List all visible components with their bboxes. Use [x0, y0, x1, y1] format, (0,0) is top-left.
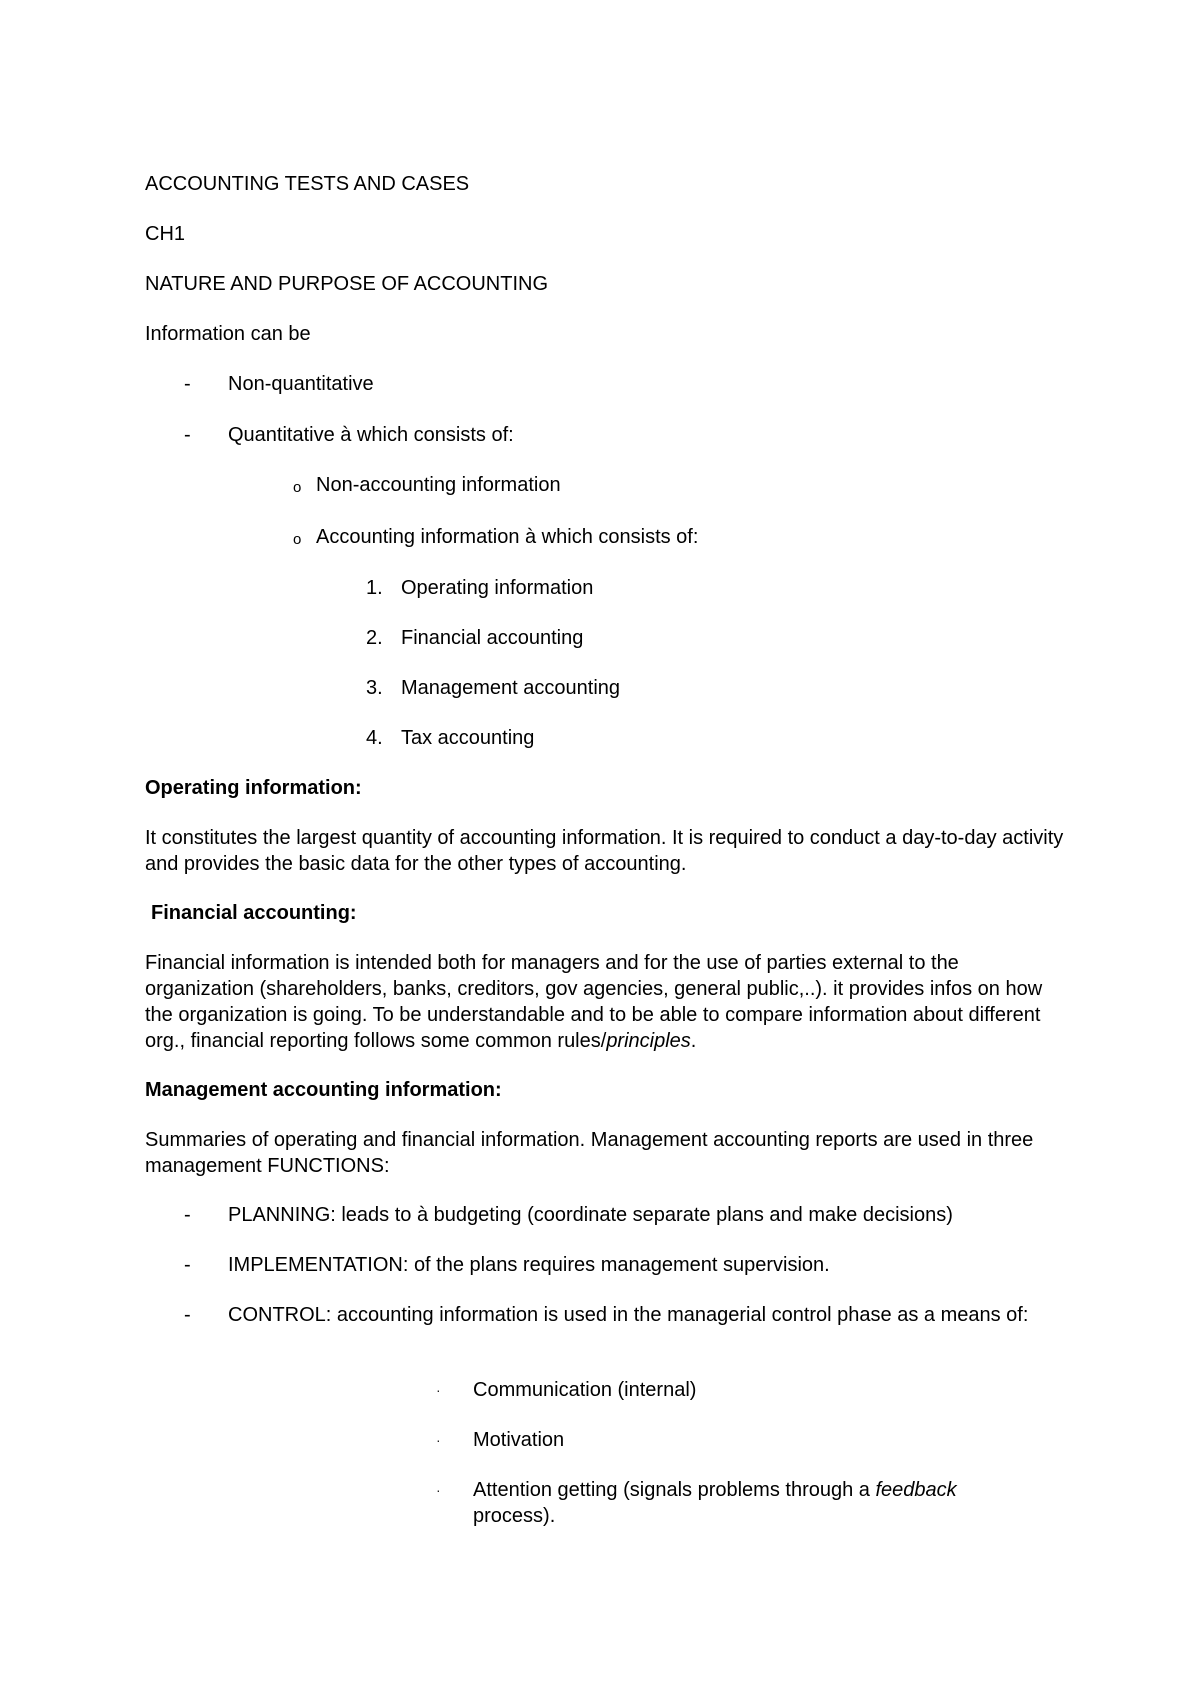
list-item: Non-quantitative	[228, 373, 374, 395]
dash-marker: -	[184, 424, 191, 446]
section-heading: NATURE AND PURPOSE OF ACCOUNTING	[145, 273, 549, 295]
dash-marker: -	[184, 1204, 191, 1226]
list-item: Motivation	[473, 1429, 565, 1451]
list-item: Non-accounting information	[316, 474, 561, 496]
circle-bullet-icon: o	[293, 531, 302, 548]
dash-marker: -	[184, 1304, 191, 1326]
list-item: Tax accounting	[401, 727, 535, 749]
list-item: Accounting information à which consists of:	[316, 526, 699, 548]
operating-paragraph: It constitutes the largest quantity of accounting information. It is required to conduct a day-to-day activity and provides the basic data for the other types of accounting.	[145, 827, 1064, 875]
list-item: Operating information	[401, 577, 594, 599]
dot-bullet-icon: ·	[436, 1482, 441, 1498]
dash-marker: -	[184, 373, 191, 395]
intro-text: Information can be	[145, 323, 311, 345]
dot-bullet-icon: ·	[436, 1432, 441, 1448]
document-title: ACCOUNTING TESTS AND CASES	[145, 173, 470, 195]
financial-heading: Financial accounting:	[151, 902, 357, 924]
number-marker: 2.	[366, 627, 383, 649]
list-item-italic: feedback	[875, 1479, 957, 1501]
circle-bullet-icon: o	[293, 479, 302, 496]
list-item	[473, 1477, 1033, 1529]
number-marker: 3.	[366, 677, 383, 699]
operating-heading: Operating information:	[145, 777, 362, 799]
list-item-text: Attention getting (signals problems through a	[473, 1479, 876, 1501]
list-item: Communication (internal)	[473, 1379, 697, 1401]
chapter-label: CH1	[145, 223, 186, 245]
list-item: Financial accounting	[401, 627, 584, 649]
list-item: CONTROL: accounting information is used in the managerial control phase as a means of:	[228, 1304, 1029, 1326]
number-marker: 1.	[366, 577, 383, 599]
financial-paragraph	[145, 950, 1067, 1054]
dash-marker: -	[184, 1254, 191, 1276]
list-item: Management accounting	[401, 677, 621, 699]
dot-bullet-icon: ·	[436, 1382, 441, 1398]
management-paragraph: Summaries of operating and financial information. Management accounting reports are used in three management FUNCTIONS:	[145, 1129, 1034, 1177]
list-item: Quantitative à which consists of:	[228, 424, 514, 446]
list-item: IMPLEMENTATION: of the plans requires management supervision.	[228, 1254, 830, 1276]
list-item: PLANNING: leads to à budgeting (coordinate separate plans and make decisions)	[228, 1204, 953, 1226]
financial-body-end: .	[690, 1030, 697, 1052]
number-marker: 4.	[366, 727, 383, 749]
financial-body-italic: principles	[606, 1030, 691, 1052]
list-item-end: process).	[473, 1505, 556, 1527]
management-heading: Management accounting information:	[145, 1079, 502, 1101]
financial-body: Financial information is intended both for managers and for the use of parties external to the organization (shareholders, banks, creditors, gov agencies, general public,..). it provides infos on how the organization is going. To be understandable and to be able to compare information about different org., financial reporting follows some common rules/	[145, 952, 1043, 1052]
